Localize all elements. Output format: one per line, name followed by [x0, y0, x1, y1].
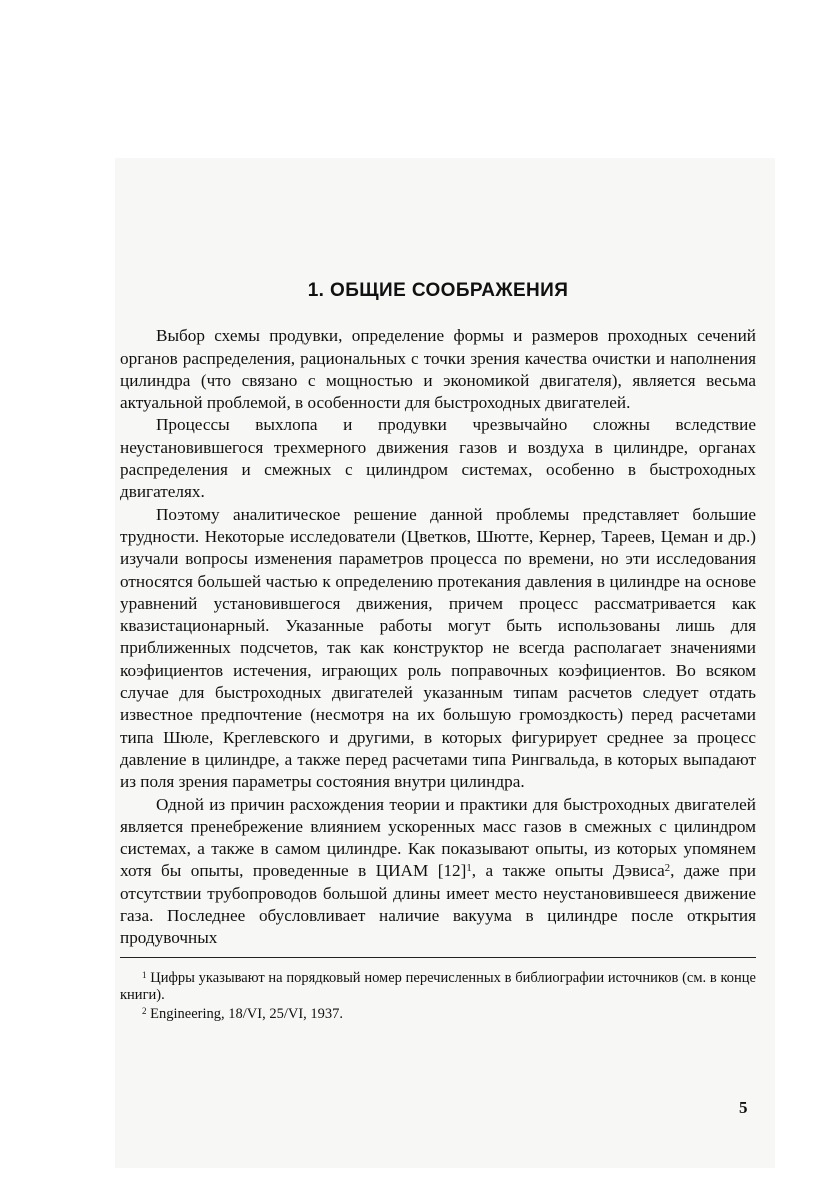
footnote-2-text: Engineering, 18/VI, 25/VI, 1937.: [150, 1005, 344, 1022]
paragraph-2: Процессы выхлопа и продувки чрезвычайно сложны вследствие неустановившегося трехмерного движения газов и воздуха в цилиндре, органах распределения и смежных с цилиндром системах, особенно в быстроходных двигателях.: [120, 415, 756, 502]
footnote-ref-2: 2: [664, 863, 671, 875]
footnote-2-mark: 2: [142, 1005, 147, 1016]
page-body: [120, 280, 756, 1023]
footnote-divider: [120, 957, 756, 958]
page-number: 5: [739, 1098, 748, 1117]
paragraph-4-text-a: Одной из причин расхождения теории и практики для быстроходных двигателей является пренебрежение влиянием ускоренных масс газов в смежных с цилиндром системах, а также в самом цилиндре. Как показывают опыты, из которых упомянем хотя бы опыты, проведенные в ЦИАМ [12]: [120, 794, 756, 881]
paragraph-3: Поэтому аналитическое решение данной проблемы представляет большие трудности. Некоторые исследователи (Цветков, Шютте, Кернер, Тареев, Цеман и др.) изучали вопросы изменения параметров процесса по времени, но эти исследования относятся большей частью к определению протекания давления в цилиндре на основе уравнений установившегося движения, причем процесс рассматривается как квазистационарный. Указанные работы могут быть использованы лишь для приближенных подсчетов, так как конструктор не всегда располагает значениями коэфициентов истечения, играющих роль поправочных коэфициентов. Во всяком случае для быстроходных двигателей указанным типам расчетов следует отдать известное предпочтение (несмотря на их большую громоздкость) перед расчетами типа Шюле, Креглевского и другими, в которых фигурирует среднее за процесс давление в цилиндре, а также перед расчетами типа Рингвальда, в которых выпадают из поля зрения параметры состояния внутри цилиндра.: [120, 504, 756, 792]
paragraph-4-text-b: , а также опыты Дэвиса: [471, 861, 665, 881]
footnote-2: [120, 1006, 756, 1023]
paragraph-1: Выбор схемы продувки, определение формы и размеров проходных сечений органов распределения, рациональных с точки зрения качества очистки и наполнения цилиндра (что связано с мощностью и экономикой двигателя), является весьма актуальной проблемой, в особенности для быстроходных двигателей.: [120, 326, 756, 413]
footnote-1-mark: 1: [142, 969, 147, 980]
paragraph-4-text-c: , даже при отсутствии трубопроводов большой длины имеет место неустановившееся движение газа. Последнее обусловливает наличие вакуума в цилиндре после открытия продувочных: [120, 861, 756, 948]
footnote-1-text: Цифры указывают на порядковый номер перечисленных в библиографии источников (см. в конце книги).: [120, 969, 756, 1003]
footnote-1: [120, 970, 756, 1004]
section-heading: 1. ОБЩИЕ СООБРАЖЕНИЯ: [307, 280, 569, 301]
footnote-ref-1: 1: [466, 863, 472, 875]
paragraph-4: [120, 794, 756, 950]
